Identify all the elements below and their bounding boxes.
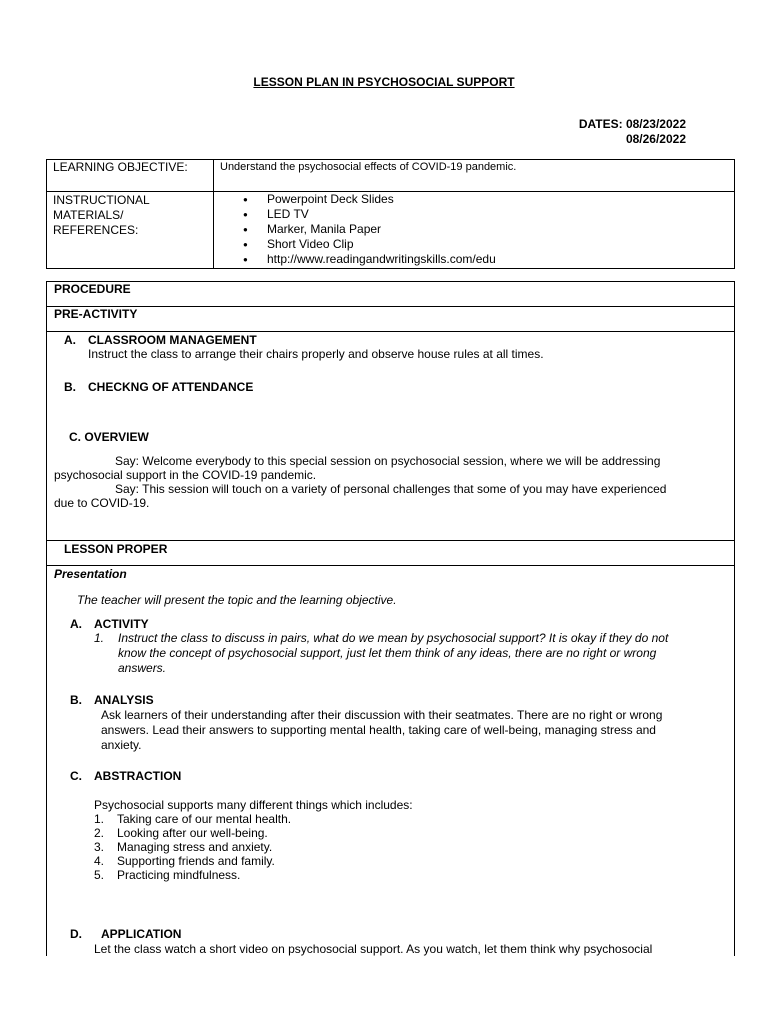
procedure-table [46, 281, 735, 956]
row-divider [47, 306, 734, 307]
materials-item: ● Marker, Manila Paper [215, 222, 733, 237]
row-divider [47, 565, 734, 566]
lp-a-line-1: Instruct the class to discuss in pairs, what do we mean by psychosocial support? It is okay if they do not [118, 631, 669, 645]
materials-list-cell [214, 192, 735, 269]
overview-say-1a: Say: Welcome everybody to this special session on psychosocial session, where we will be addressing [115, 454, 661, 468]
section-a-text: Instruct the class to arrange their chairs properly and observe house rules at all times. [88, 347, 544, 361]
section-b-title: CHECKNG OF ATTENDANCE [88, 380, 254, 394]
lp-a-letter: A. [70, 617, 82, 631]
abstraction-item-num: 2. [94, 826, 105, 840]
overview-say-1b: psychosocial support in the COVID-19 pandemic. [54, 468, 317, 482]
pre-activity-heading: PRE-ACTIVITY [54, 307, 138, 321]
abstraction-item-text: Practicing mindfulness. [117, 868, 241, 882]
row-divider [47, 540, 734, 541]
abstraction-item-text: Managing stress and anxiety. [117, 840, 273, 854]
lp-b-title: ANALYSIS [94, 693, 154, 707]
page-title: LESSON PLAN IN PSYCHOSOCIAL SUPPORT [253, 75, 515, 89]
presentation-intro: The teacher will present the topic and the learning objective. [77, 593, 397, 607]
abstraction-item-num: 1. [94, 812, 105, 826]
materials-item: ● Powerpoint Deck Slides [215, 192, 733, 207]
abstraction-item-num: 5. [94, 868, 105, 882]
materials-label-line: INSTRUCTIONAL [53, 193, 150, 207]
lp-d-line-1: Let the class watch a short video on psychosocial support. As you watch, let them think why psychosocial [94, 942, 653, 956]
lp-a-title: ACTIVITY [94, 617, 149, 631]
lp-c-intro: Psychosocial supports many different things which includes: [94, 798, 413, 812]
abstraction-item-num: 3. [94, 840, 105, 854]
materials-label-line: MATERIALS/ [53, 208, 124, 222]
lp-b-letter: B. [70, 693, 82, 707]
abstraction-item-num: 4. [94, 854, 105, 868]
objectives-table [46, 159, 735, 269]
lp-c-letter: C. [70, 769, 82, 783]
overview-say-2a: Say: This session will touch on a variety of personal challenges that some of you may have experienced [115, 482, 667, 496]
dates-line-2: 08/26/2022 [625, 132, 686, 146]
materials-label [47, 192, 214, 269]
dates-line-1: DATES: 08/23/2022 [578, 117, 686, 131]
abstraction-item-text: Looking after our well-being. [117, 826, 268, 840]
lp-a-line-3: answers. [118, 661, 167, 675]
objective-label: LEARNING OBJECTIVE: [47, 160, 214, 192]
section-c-title: C. OVERVIEW [69, 430, 149, 444]
lp-a-num: 1. [94, 631, 105, 645]
materials-item: ● Short Video Clip [215, 237, 733, 252]
materials-item: ● LED TV [215, 207, 733, 222]
lp-b-line-2: answers. Lead their answers to supporting mental health, taking care of well-being, managing stress and [101, 723, 656, 737]
dates-block [579, 117, 686, 147]
procedure-heading: PROCEDURE [54, 282, 131, 296]
materials-list [215, 192, 733, 267]
lp-d-letter: D. [70, 927, 82, 941]
section-a-letter: A. [64, 333, 76, 347]
section-b-letter: B. [64, 380, 76, 394]
lp-a-line-2: know the concept of psychosocial support, just let them think of any ideas, there are no right or wrong [118, 646, 657, 660]
overview-say-2b: due to COVID-19. [54, 496, 150, 510]
abstraction-item-text: Taking care of our mental health. [117, 812, 292, 826]
abstraction-item-text: Supporting friends and family. [117, 854, 275, 868]
lp-c-title: ABSTRACTION [94, 769, 182, 783]
lp-b-line-3: anxiety. [101, 738, 142, 752]
section-a-title: CLASSROOM MANAGEMENT [88, 333, 257, 347]
lp-d-title: APPLICATION [101, 927, 182, 941]
row-divider [47, 331, 734, 332]
materials-item: ● http://www.readingandwritingskills.com/edu [215, 252, 733, 267]
materials-label-line: REFERENCES: [53, 223, 139, 237]
objective-value: Understand the psychosocial effects of COVID-19 pandemic. [214, 160, 735, 192]
presentation-heading: Presentation [54, 567, 127, 581]
lp-b-line-1: Ask learners of their understanding after their discussion with their seatmates. There are no right or wrong [101, 708, 663, 722]
lesson-proper-heading: LESSON PROPER [64, 542, 168, 556]
